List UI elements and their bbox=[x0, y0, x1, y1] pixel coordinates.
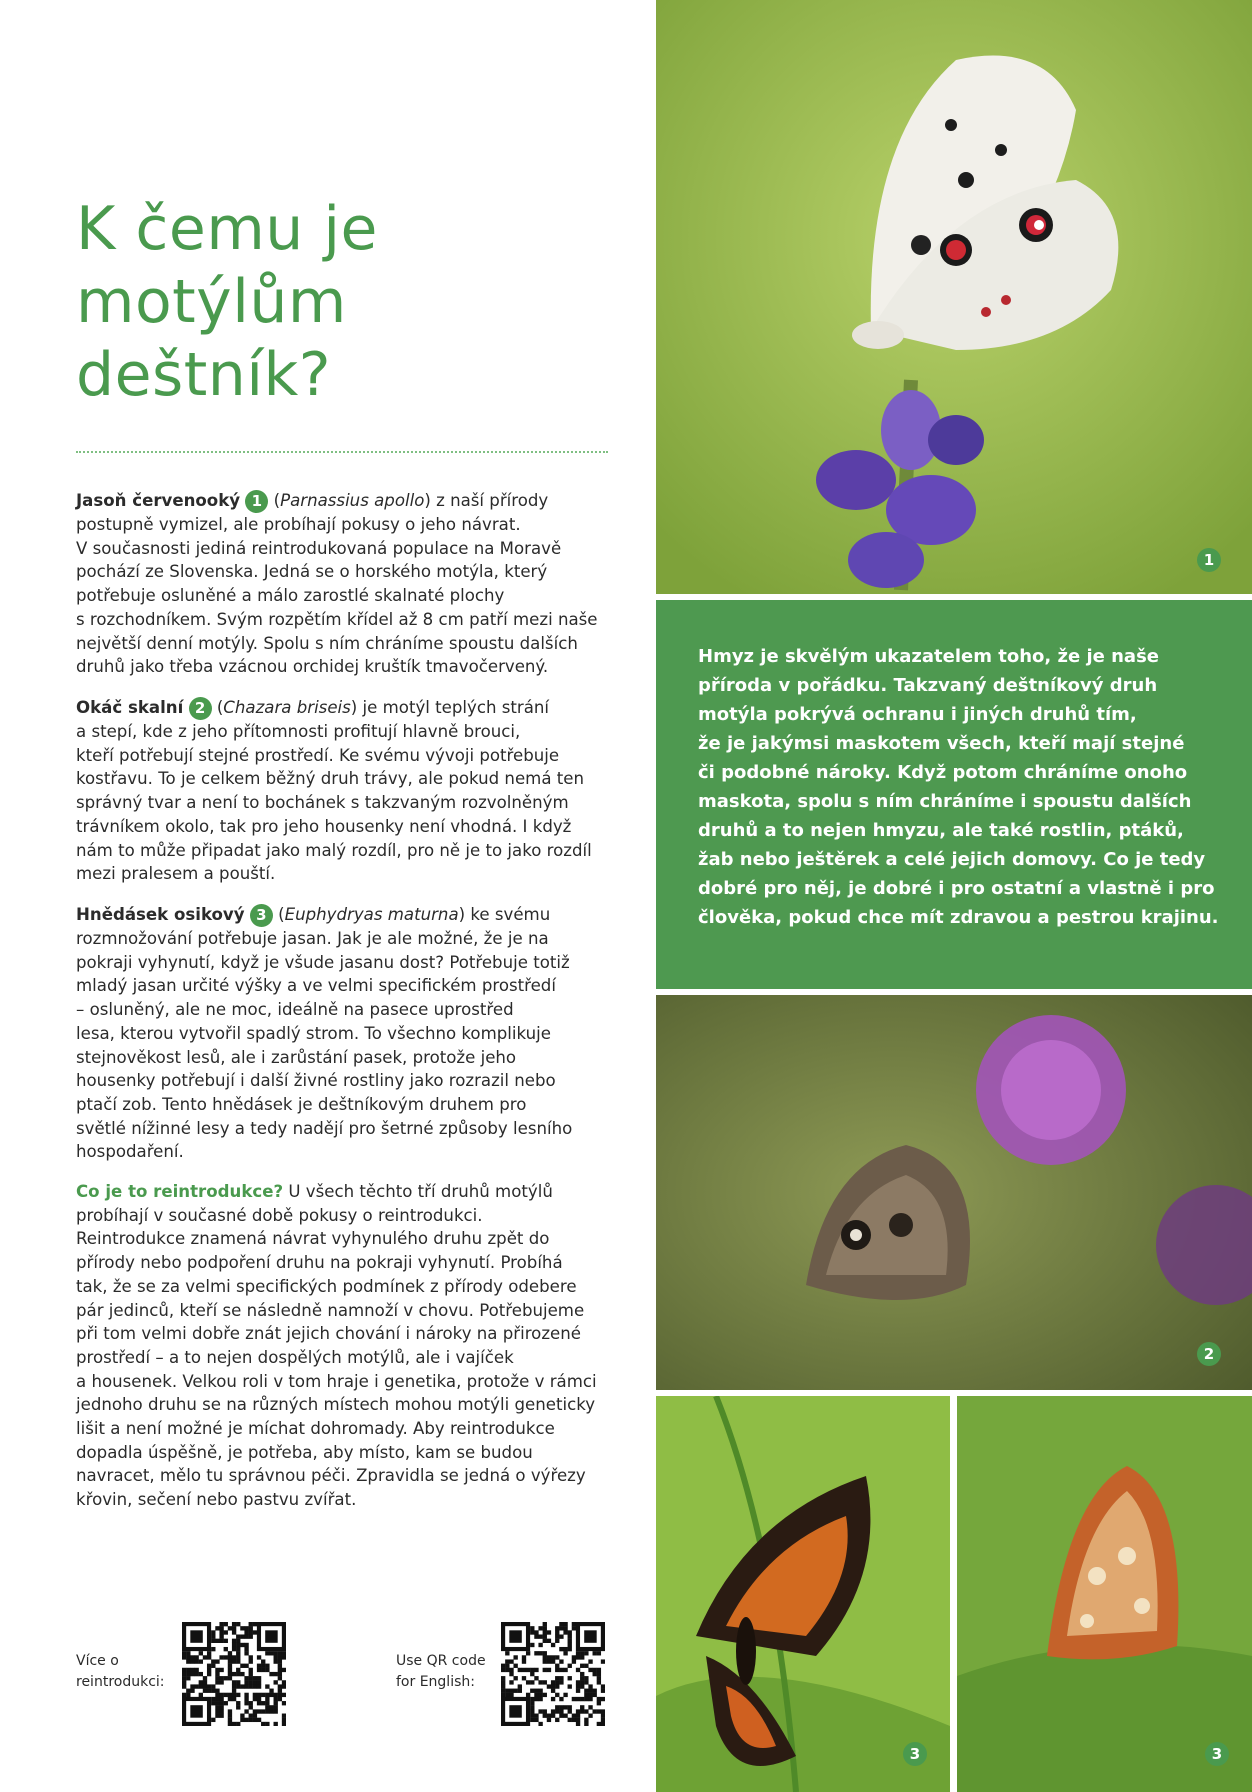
text-line: Hmyz je skvělým ukazatelem toho, že je naše bbox=[698, 646, 1159, 667]
text-line: při tom velmi dobře znát jejich chování i nároky na přirozené bbox=[76, 1324, 581, 1344]
hermit-illustration bbox=[656, 995, 1252, 1390]
photo-number-badge: 3 bbox=[1205, 1742, 1229, 1766]
text-line: pochází ze Slovenska. Jedná se o horského motýla, který bbox=[76, 562, 548, 582]
latin-name: Chazara briseis bbox=[223, 698, 351, 717]
photo-apollo-butterfly bbox=[656, 0, 1252, 594]
title-line: K čemu je bbox=[76, 194, 378, 264]
text-line: že je jakýmsi maskotem všech, kteří mají stejné bbox=[698, 733, 1185, 754]
dotted-divider bbox=[76, 451, 608, 453]
text-line: postupně vymizel, ale probíhají pokusy o jeho návrat. bbox=[76, 515, 521, 534]
qr-label-czech: Více o reintrodukci: bbox=[76, 1653, 165, 1690]
qr-code-czech[interactable] bbox=[182, 1622, 286, 1726]
text-line: pár jedinců, kteří se následně namnoží v chovu. Potřebujeme bbox=[76, 1300, 585, 1320]
text-line: navracet, mělo tu správnou péči. Zpravidla se jedná o výřezy bbox=[76, 1466, 586, 1486]
latin-name: Parnassius apollo bbox=[280, 491, 425, 510]
page-title bbox=[76, 193, 596, 412]
text-line: lišit a není možné je míchat dohromady. Aby reintrodukce bbox=[76, 1419, 555, 1439]
photo-number-badge: 3 bbox=[903, 1742, 927, 1766]
text-line: nám to může připadat jako malý rozdíl, pro ně je to jako rozdíl bbox=[76, 840, 592, 860]
text-line: potřebuje osluněné a málo zarostlé skalnaté plochy bbox=[76, 586, 505, 606]
title-line: deštník? bbox=[76, 340, 332, 410]
text-line: a stepí, kde z jeho přítomnosti profitují hlavně brouci, bbox=[76, 722, 521, 741]
number-badge: 2 bbox=[189, 697, 212, 720]
paragraph-apollo: Jasoň červenooký 1 (Parnassius apollo) z naší přírody postupně vymizel, ale probíhají pokusy o jeho návrat. V současnosti jediná reintrodukovaná populace na Moravě pochází ze Slovenska. Jedná se o horského motýla, který potřebuje osluněné a málo zarostlé skalnaté plochy s rozchodníkem. Svým rozpětím křídel až 8 cm patří mezi naše největší denní motýly. Spolu s ním chráníme spoustu dalších druhů jako třeba vzácnou orchidej kruštík tmavočervený. bbox=[76, 489, 616, 679]
text-line: hospodaření. bbox=[76, 1142, 184, 1162]
fritillary-closed-illustration bbox=[957, 1396, 1252, 1792]
text-line: mezi pralesem a pouští. bbox=[76, 864, 276, 884]
text-line: křovin, sečení nebo pastvu zvířat. bbox=[76, 1490, 357, 1510]
title-line: motýlům bbox=[76, 267, 347, 337]
species-name: Jasoň červenooký bbox=[76, 491, 241, 510]
text-line: druhů jako třeba vzácnou orchidej kruštík tmavočervený. bbox=[76, 657, 549, 677]
text-line: V současnosti jediná reintrodukovaná populace na Moravě bbox=[76, 538, 562, 558]
latin-name: Euphydryas maturna bbox=[284, 905, 459, 924]
text-line: Reintrodukce znamená návrat vyhynulého druhu zpět do bbox=[76, 1229, 550, 1249]
question-heading: Co je to reintrodukce? bbox=[76, 1182, 284, 1201]
paragraph-reintroduction: Co je to reintrodukce? U všech těchto tří druhů motýlů probíhají v současné době pokusy o reintrodukci. Reintrodukce znamená návrat vyhynulého druhu zpět do přírody nebo podpoření druhu na pokraji vyhynutí. Probíhá tak, že se za velmi specifických podmínek z přírody odebere pár jedinců, kteří se následně namnoží v chovu. Potřebujeme při tom velmi dobře znát jejich chování i nároky na přirozené prostředí – a to nejen dospělých motýlů, ale i vajíček a housenek. Velkou roli v tom hraje i genetika, protože v rámci jednoho druhu se na různých místech mohou motýli geneticky lišit a není možné je míchat dohromady. Aby reintrodukce dopadla úspěšně, je potřeba, aby místo, kam se budou navracet, mělo tu správnou péči. Zpravidla se jedná o výřezy křovin, sečení nebo pastvu zvířat. bbox=[76, 1180, 616, 1512]
text-line: kteří potřebují stejné prostředí. Ke svému vývoji potřebuje bbox=[76, 745, 560, 765]
highlight-text bbox=[698, 642, 1218, 932]
text-line: druhů a to nejen hmyzu, ale také rostlin, ptáků, bbox=[698, 820, 1184, 841]
photo-number-badge: 1 bbox=[1197, 548, 1221, 572]
text-line: pokraji vyhynutí, když je všude jasanu dost? Potřebuje totiž bbox=[76, 952, 570, 972]
text-line: světlé nížinné lesy a tedy nadějí pro šetrné způsoby lesního bbox=[76, 1118, 573, 1138]
text-line: s rozchodníkem. Svým rozpětím křídel až 8 cm patří mezi naše bbox=[76, 609, 598, 629]
fritillary-open-illustration bbox=[656, 1396, 950, 1792]
text-line: maskota, spolu s ním chráníme i spoustu dalších bbox=[698, 791, 1192, 812]
text-line: tak, že se za velmi specifických podmínek z přírody odebere bbox=[76, 1276, 577, 1296]
text-line: – osluněný, ale ne moc, ideálně na pasece uprostřed bbox=[76, 1000, 514, 1020]
paragraph-maturna: Hnědásek osikový 3 (Euphydryas maturna) ke svému rozmnožování potřebuje jasan. Jak je ale možné, že je na pokraji vyhynutí, když je všude jasanu dost? Potřebuje totiž mladý jasan určité výšky a ve velmi specifickém prostředí – osluněný, ale ne moc, ideálně na pasece uprostřed lesa, kterou vytvořil spadlý strom. To všechno komplikuje stejnověkost lesů, ale i zarůstání pasek, protože jeho housenky potřebují i další živné rostliny jako rozrazil nebo ptačí zob. Tento hnědásek je deštníkovým druhem pro světlé nížinné lesy a tedy nadějí pro šetrné způsoby lesního hospodaření. bbox=[76, 903, 616, 1164]
photo-hermit-butterfly bbox=[656, 995, 1252, 1390]
paragraph-briseis: Okáč skalní 2 (Chazara briseis) je motýl teplých strání a stepí, kde z jeho přítomnosti profitují hlavně brouci, kteří potřebují stejné prostředí. Ke svému vývoji potřebuje kostřavu. To je celkem běžný druh trávy, ale pokud nemá ten správný tvar a není to bochánek s takzvaným rozvolněným trávníkem okolo, tak pro jeho housenky není vhodná. I když nám to může připadat jako malý rozdíl, pro ně je to jako rozdíl mezi pralesem a pouští. bbox=[76, 696, 616, 886]
text-line: probíhají v současné době pokusy o reintrodukci. bbox=[76, 1205, 483, 1225]
text-line: člověka, pokud chce mít zdravou a pestrou krajinu. bbox=[698, 907, 1219, 928]
text-line: dobré pro něj, je dobré i pro ostatní a vlastně i pro bbox=[698, 878, 1215, 899]
qr-pattern bbox=[501, 1622, 605, 1726]
text-line: správný tvar a není to bochánek s takzvaným rozvolněným bbox=[76, 793, 569, 813]
species-name: Okáč skalní bbox=[76, 698, 184, 717]
text-line: dopadla úspěšně, je potřeba, aby místo, kam se budou bbox=[76, 1442, 533, 1462]
text-line: největší denní motýly. Spolu s ním chráníme spoustu dalších bbox=[76, 633, 578, 653]
qr-label-english: Use QR code for English: bbox=[396, 1653, 486, 1690]
qr-code-english[interactable] bbox=[501, 1622, 605, 1726]
text-line: či podobné nároky. Když potom chráníme onoho bbox=[698, 762, 1188, 783]
text-line: jednoho druhu se na různých místech mohou motýli geneticky bbox=[76, 1395, 596, 1415]
text-line: motýla pokrývá ochranu i jiných druhů tím, bbox=[698, 704, 1137, 725]
text-line: kostřavu. To je celkem běžný druh trávy, ale pokud nemá ten bbox=[76, 769, 584, 789]
photo-number-badge: 2 bbox=[1197, 1342, 1221, 1366]
number-badge: 1 bbox=[245, 490, 268, 513]
photo-fritillary-open bbox=[656, 1396, 950, 1792]
text-line: mladý jasan určité výšky a ve velmi specifickém prostředí bbox=[76, 976, 556, 996]
highlight-panel bbox=[656, 600, 1252, 989]
apollo-illustration bbox=[656, 0, 1252, 594]
species-name: Hnědásek osikový bbox=[76, 905, 245, 924]
text-line: příroda v pořádku. Takzvaný deštníkový druh bbox=[698, 675, 1158, 696]
qr-pattern bbox=[182, 1622, 286, 1726]
text-line: přírody nebo podpoření druhu na pokraji vyhynutí. Probíhá bbox=[76, 1253, 563, 1273]
text-line: ptačí zob. Tento hnědásek je deštníkovým druhem pro bbox=[76, 1094, 527, 1114]
text-line: rozmnožování potřebuje jasan. Jak je ale možné, že je na bbox=[76, 929, 549, 948]
text-line: lesa, kterou vytvořil spadlý strom. To všechno komplikuje bbox=[76, 1023, 551, 1043]
text-line: housenky potřebují i další živné rostliny jako rozrazil nebo bbox=[76, 1071, 556, 1091]
text-line: stejnověkost lesů, ale i zarůstání pasek, protože jeho bbox=[76, 1047, 517, 1067]
number-badge: 3 bbox=[250, 904, 273, 927]
text-line: trávníkem okolo, tak pro jeho housenky není vhodná. I když bbox=[76, 816, 572, 836]
text-line: žab nebo ještěrek a celé jejich domovy. Co je tedy bbox=[698, 849, 1206, 870]
text-line: a housenek. Velkou roli v tom hraje i genetika, protože v rámci bbox=[76, 1371, 597, 1391]
text-line: prostředí – a to nejen dospělých motýlů, ale i vajíček bbox=[76, 1347, 514, 1367]
photo-fritillary-closed bbox=[957, 1396, 1252, 1792]
